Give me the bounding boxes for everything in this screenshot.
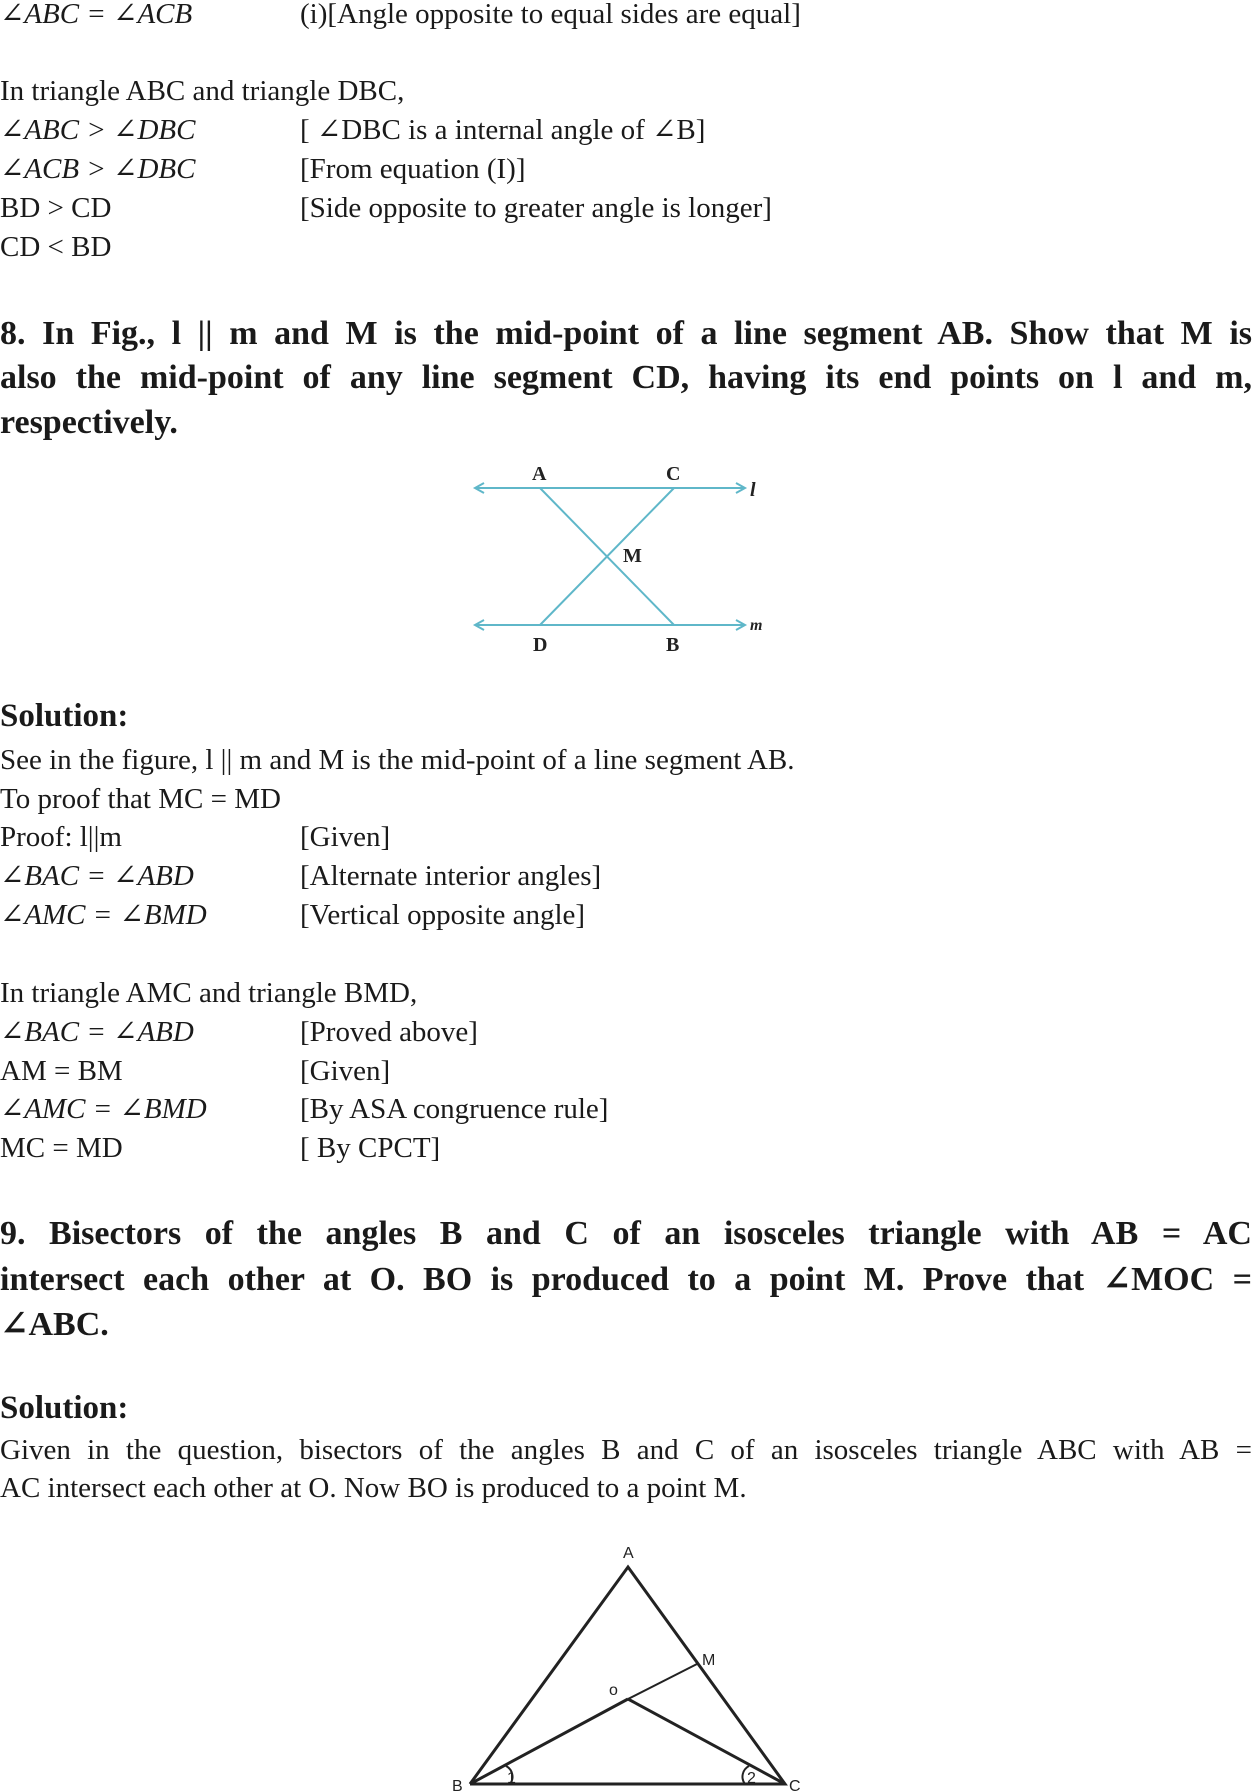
label-c: C [789, 1778, 801, 1791]
proof-row [0, 1131, 441, 1165]
statement: CD < BD [0, 231, 112, 263]
label-a: A [532, 463, 547, 485]
statement: ∠BAC = ∠ABD [0, 860, 194, 892]
solution-heading: Solution: [0, 1390, 129, 1426]
reason: [ ∠DBC is a internal angle of ∠B] [300, 114, 706, 146]
reason: [Side opposite to greater angle is longer] [300, 192, 772, 224]
reason: (i)[Angle opposite to equal sides are equal] [300, 0, 801, 30]
intro-text: In triangle ABC and triangle DBC, [0, 75, 405, 107]
equation-row [0, 113, 706, 147]
statement: BD > CD [0, 192, 112, 224]
statement: ∠BAC = ∠ABD [0, 1016, 194, 1048]
question-9-line: ∠ABC. [0, 1306, 109, 1343]
label-m: M [623, 545, 642, 567]
label-d: D [533, 634, 548, 655]
proof-row [0, 1015, 478, 1049]
question-9-line: 9. Bisectors of the angles B and C of an isosceles triangle with AB = AC [0, 1215, 1252, 1252]
parallel-lines-figure [460, 455, 800, 655]
reason: [Given] [300, 821, 391, 853]
proof-row [0, 898, 586, 932]
reason: [Vertical opposite angle] [300, 899, 586, 931]
solution-text: Given in the question, bisectors of the angles B and C of an isosceles triangle ABC with AB = [0, 1434, 1252, 1466]
label-line-m: m [750, 617, 763, 634]
statement: MC = MD [0, 1132, 123, 1164]
label-c: C [666, 463, 681, 485]
statement: ∠ABC > ∠DBC [0, 114, 196, 146]
question-8-line: respectively. [0, 404, 178, 441]
question-8-line: also the mid-point of any line segment CD, having its end points on l and m, [0, 359, 1252, 396]
label-b: B [666, 634, 680, 655]
proof-row [0, 1092, 609, 1126]
solution-text: To proof that MC = MD [0, 783, 281, 815]
reason: [By ASA congruence rule] [300, 1093, 609, 1125]
reason: [Given] [300, 1055, 391, 1087]
proof-row [0, 859, 602, 893]
label-o: o [609, 1682, 618, 1699]
question-8-line: 8. In Fig., l || m and M is the mid-point of a line segment AB. Show that M is [0, 315, 1252, 352]
solution-text: See in the figure, l || m and M is the mid-point of a line segment AB. [0, 744, 795, 776]
reason: [ By CPCT] [300, 1132, 441, 1164]
equation-row [0, 152, 526, 186]
reason: [Proved above] [300, 1016, 478, 1048]
label-a: A [623, 1545, 634, 1562]
statement: AM = BM [0, 1055, 123, 1087]
label-l: l [750, 479, 756, 501]
reason: [From equation (I)] [300, 153, 526, 185]
solution-text: AC intersect each other at O. Now BO is produced to a point M. [0, 1472, 747, 1504]
angle-2-label: 2 [747, 1770, 756, 1787]
proof-row [0, 1054, 391, 1088]
label-m: M [702, 1652, 716, 1669]
statement: ∠AMC = ∠BMD [0, 899, 207, 931]
intro-text: In triangle AMC and triangle BMD, [0, 977, 418, 1009]
reason: [Alternate interior angles] [300, 860, 602, 892]
label-b: B [452, 1778, 463, 1791]
proof-row [0, 820, 391, 854]
statement: Proof: l||m [0, 821, 122, 853]
equation-row [0, 0, 801, 31]
angle-1-label: 1 [507, 1770, 516, 1787]
statement: ∠ACB > ∠DBC [0, 153, 196, 185]
statement: ∠AMC = ∠BMD [0, 1093, 207, 1125]
statement: ∠ABC = ∠ACB [0, 0, 193, 30]
isosceles-triangle-figure [440, 1540, 820, 1791]
equation-row [0, 191, 772, 225]
solution-heading: Solution: [0, 698, 129, 734]
question-9-line: intersect each other at O. BO is produced to a point M. Prove that ∠MOC = [0, 1261, 1252, 1298]
equation-row [0, 230, 111, 264]
